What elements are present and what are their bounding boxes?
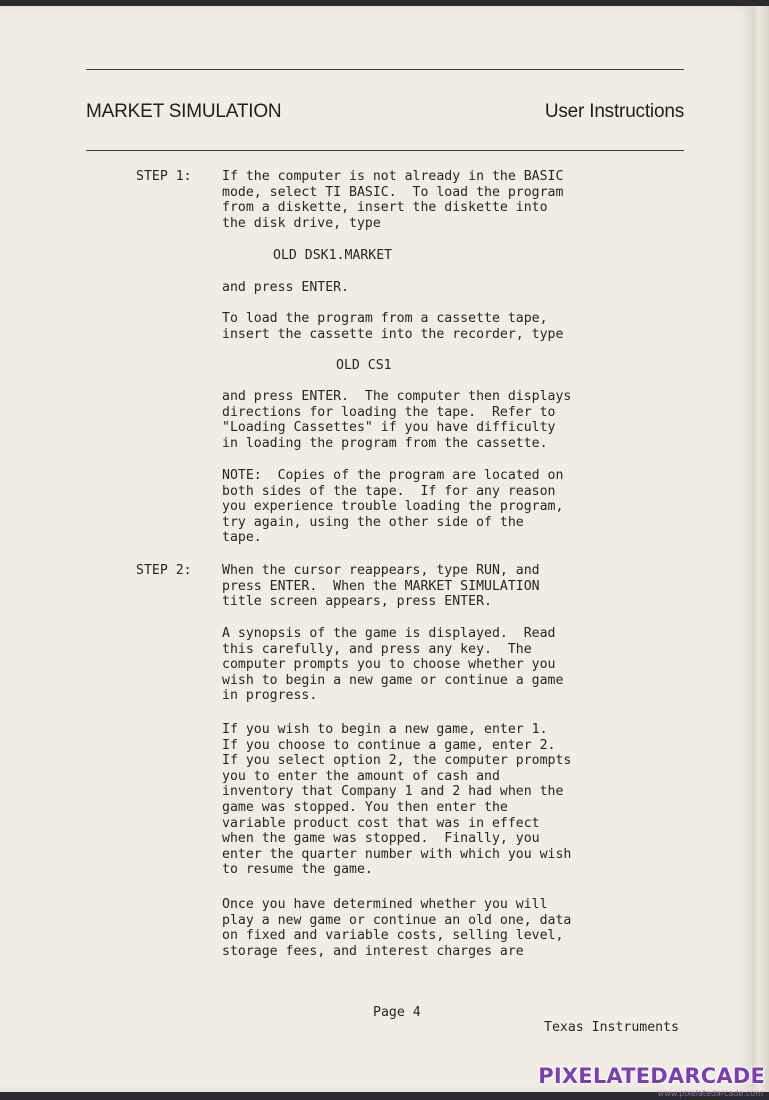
step1-paragraph-2: and press ENTER. xyxy=(222,280,350,295)
section-title: User Instructions xyxy=(544,101,684,122)
step1-paragraph-4: and press ENTER. The computer then displays directions for loading the tape. Refer to "Loading Cassettes" if you have difficulty in loading the program from the cassette. xyxy=(222,389,572,451)
step1-paragraph-1: If the computer is not already in the BASIC mode, select TI BASIC. To load the program from a diskette, insert the diskette into the disk drive, type xyxy=(222,169,564,231)
step1-label: STEP 1: xyxy=(136,169,192,184)
step2-paragraph-3: If you wish to begin a new game, enter 1. If you choose to continue a game, enter 2. If you select option 2, the computer prompts you to enter the amount of cash and inventory that Company 1 and 2 had when the game was stopped. You then enter the variable product cost that was in effect when the game was stopped. Finally, you enter the quarter number with which you wish to resume the game. xyxy=(222,722,572,878)
footer-brand: Texas Instruments xyxy=(544,1020,679,1035)
page-title: MARKET SIMULATION xyxy=(86,101,282,122)
watermark-url: www.pixelatedarcade.com xyxy=(657,1089,763,1098)
step2-paragraph-2: A synopsis of the game is displayed. Read this carefully, and press any key. The computer prompts you to choose whether you wish to begin a new game or continue a game in progress. xyxy=(222,626,564,704)
page-edge xyxy=(752,6,769,1092)
top-rule xyxy=(86,69,684,70)
step2-paragraph-1: When the cursor reappears, type RUN, and press ENTER. When the MARKET SIMULATION title screen appears, press ENTER. xyxy=(222,563,540,610)
step2-paragraph-4: Once you have determined whether you will play a new game or continue an old one, data on fixed and variable costs, selling level, storage fees, and interest charges are xyxy=(222,897,572,959)
step2-label: STEP 2: xyxy=(136,563,192,578)
page-number: Page 4 xyxy=(373,1005,421,1020)
watermark-logo: PIXELATEDARCADE xyxy=(538,1064,765,1088)
step1-paragraph-3: To load the program from a cassette tape, insert the cassette into the recorder, type xyxy=(222,311,564,342)
header-rule xyxy=(86,150,684,151)
step1-command-cassette: OLD CS1 xyxy=(336,358,392,373)
step1-note: NOTE: Copies of the program are located on both sides of the tape. If for any reason you experience trouble loading the program, try again, using the other side of the tape. xyxy=(222,468,564,546)
step1-command-disk: OLD DSK1.MARKET xyxy=(273,248,393,263)
